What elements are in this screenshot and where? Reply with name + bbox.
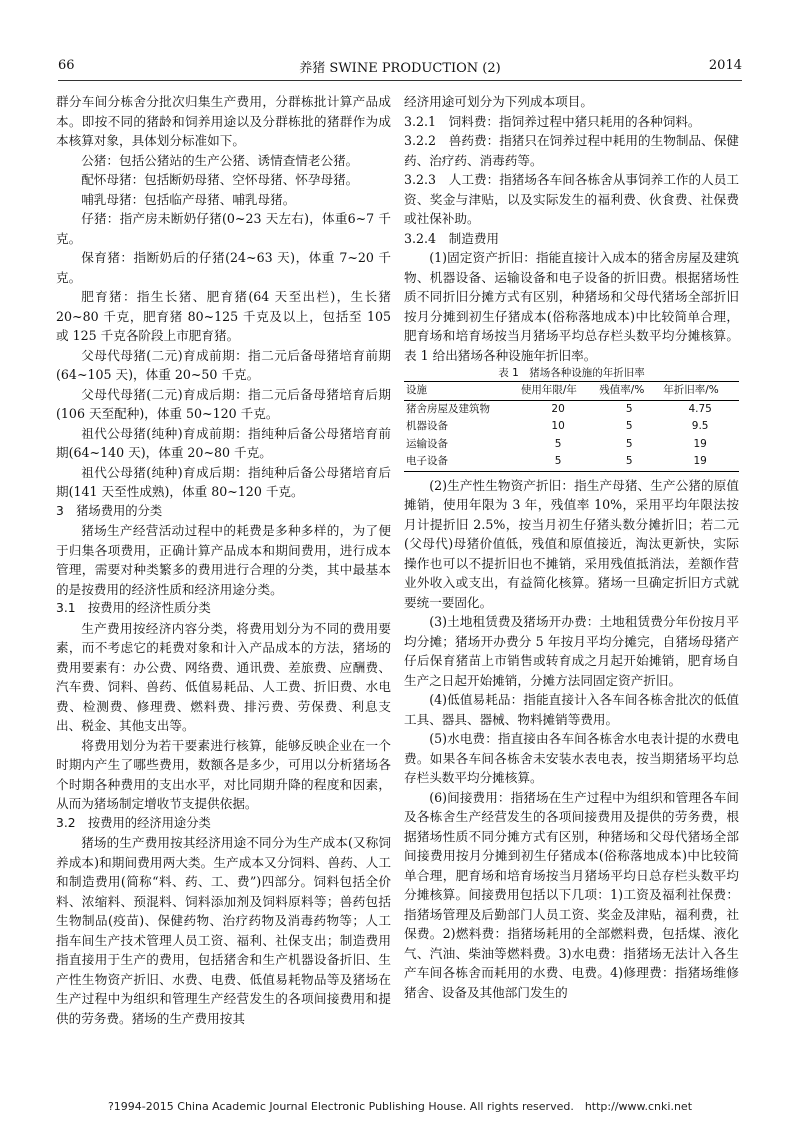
- table-cell: 5: [519, 453, 597, 471]
- paragraph: (4)低值易耗品：指能直接计入各车间各栋舍批次的低值工具、器具、器械、物料摊销等费用。: [404, 692, 739, 727]
- table-body: [404, 400, 739, 471]
- table-cell: 5: [625, 402, 633, 415]
- section-heading: 3.1 按费用的经济性质分类: [56, 601, 211, 615]
- copyright-footer: ?1994-2015 China Academic Journal Electronic Publishing House. All rights reserved. http://www.cnki.net: [107, 1100, 693, 1113]
- paragraph: 公猪：包括公猪站的生产公猪、诱情查情老公猪。: [81, 152, 359, 168]
- table-cell: 5: [554, 437, 562, 450]
- table-header-row: [404, 382, 739, 401]
- table-row: [404, 436, 739, 454]
- paragraph: 3.2.1 饲料费：指饲养过程中猪只耗用的各种饲料。: [404, 113, 701, 129]
- running-header: [58, 56, 742, 78]
- table-cell: 9.5: [691, 420, 709, 432]
- depreciation-table: [404, 381, 739, 472]
- table-cell: 运输设备: [406, 437, 448, 450]
- paragraph: 3.2.4 制造费用: [404, 230, 500, 246]
- paragraph: (6)间接费用：指猪场在生产过程中为组织和管理各车间及各栋舍生产经营发生的各项间接费用及提供的劳务费，根据猪场性质不同分摊方式有区别，种猪场和父母代猪场全部间接费用按月分摊到初生仔猪成本(俗称落地成本)中比较简单合理，肥育场和培育场按当月猪场平均日总存栏头数平均分摊核算。间接费用包括以下几项：1)工资及福利社保费：指猪场管理及后勤部门人员工资、奖金及津贴，福利费，社保费。2)燃料费：指猪场耗用的全部燃料费，包括煤、液化气、汽油、柴油等燃料费。3)水电费：指猪场无法计入各生产车间各栋舍而耗用的水费、电费。4)修理费：指猪场维修猪舍、设备及其他部门发生的: [404, 789, 739, 1000]
- table-header-cell: 残值率/%: [597, 382, 661, 401]
- section-heading: 3 猪场费用的分类: [56, 503, 163, 518]
- paragraph: 父母代母猪(二元)育成后期：指二元后备母猪培育后期(106 天至配种)，体重 50~120 千克。: [56, 386, 391, 421]
- paragraph: (3)土地租赁费及猪场开办费：土地租赁费分年份按月平均分摊；猪场开办费分 5 年按月平均分摊完，自猪场母猪产仔后保育猪苗上市销售或转育成之月起开始摊销，肥育场自生产之日起开始摊销，分摊方法同固定资产折旧。: [404, 614, 739, 688]
- paragraph: 配怀母猪：包括断奶母猪、空怀母猪、怀孕母猪。: [81, 172, 359, 187]
- paragraph: 3.2.2 兽药费：指猪只在饲养过程中耗用的生物制品、保健药、治疗药、消毒药等。: [404, 133, 739, 168]
- paragraph: 将费用划分为若干要素进行核算，能够反映企业在一个时期内产生了哪些费用，数额各是多少，可用以分析猪场各个时期各种费用的支出水平，对比同期升降的程度和因素，从而为猪场制定增收节支提供依据。: [56, 737, 391, 811]
- paragraph: 父母代母猪(二元)育成前期：指二元后备母猪培育前期(64~105 天)，体重 20~50 千克。: [56, 347, 391, 382]
- paragraph: 猪场的生产费用按其经济用途不同分为生产成本(又称饲养成本)和期间费用两大类。生产成本又分饲料、兽药、人工和制造费用(简称“料、药、工、费”)四部分。饲料包括全价料、浓缩料、预混料、饲料添加剂及饲料原料等；兽药包括生物制品(疫苗)、保健药物、治疗药物及消毒药物等；人工指车间生产技术管理人员工资、福利、社保支出；制造费用指直接用于生产的费用，包括猪舍和生产机器设备折旧、生产性生物资产折旧、水费、电费、低值易耗物品等及猪场在生产过程中为组织和管理生产经营发生的各项间接费用和提供的劳务费。猪场的生产费用按其: [56, 835, 391, 1026]
- table-cell: 20: [551, 402, 565, 415]
- table-cell: 电子设备: [404, 453, 519, 471]
- table-cell: 10: [551, 420, 565, 432]
- right-column: [404, 92, 739, 1002]
- table-cell: 机器设备: [406, 420, 448, 432]
- table-row: [404, 418, 739, 436]
- paragraph: 群分车间分栋舍分批次归集生产费用，分群栋批计算产品成本。即按不同的猪龄和饲养用途以及分群栋批的猪群作为成本核算对象，具体划分标准如下。: [56, 94, 391, 148]
- table-row: [404, 400, 739, 418]
- paragraph: (1)固定资产折旧：指能直接计入成本的猪舍房屋及建筑物、机器设备、运输设备和电子设备的折旧费。根据猪场性质不同折旧分摊方式有区别，种猪场和父母代猪场全部折旧按月分摊到初生仔猪成本(俗称落地成本)中比较简单合理，肥育场和培育场按当月猪场平均总存栏头数平均分摊核算。表 1 给出猪场各种设施年折旧率。: [404, 250, 739, 363]
- table-cell: 5: [625, 420, 633, 432]
- paragraph: 经济用途可划分为下列成本项目。: [404, 94, 593, 109]
- table-header-cell: 设施: [404, 382, 519, 401]
- paragraph: (2)生产性生物资产折旧：指生产母猪、生产公猪的原值摊销，使用年限为 3 年，残值率 10%，采用平均年限法按月计提折旧 2.5%，按当月初生仔猪头数分摊折旧；若二元(父母代)母猪价值低，残值和原值接近，淘汰更新快，实际操作也可以不提折旧也不摊销，采用残值抵消法，差额作营业外收入或支出，有益简化核算。猪场一旦确定折旧方式就要统一要固化。: [404, 477, 739, 610]
- table-cell: 19: [693, 437, 707, 450]
- page-number: 66: [58, 58, 75, 73]
- paragraph: 生产费用按经济内容分类，将费用划分为不同的费用要素，而不考虑它的耗费对象和计入产品成本的方法，猪场的费用要素有：办公费、网络费、通讯费、差旅费、应酬费、汽车费、饲料、兽药、低值易耗品、人工费、折旧费、水电费、检测费、修理费、燃料费、排污费、劳保费、利息支出、税金、其他支出等。: [56, 620, 391, 733]
- publication-year: 2014: [708, 58, 742, 73]
- paragraph: 3.2.3 人工费：指猪场各车间各栋舍从事饲养工作的人员工资、奖金与津贴，以及实际发生的福利费、伙食费、社保费或社保补助。: [404, 172, 739, 226]
- table-cell: 猪舍房屋及建筑物: [406, 402, 490, 415]
- table-cell: 5: [597, 453, 661, 471]
- table-cell: 4.75: [688, 402, 712, 415]
- table-cell: 19: [661, 453, 739, 471]
- paragraph: 仔猪：指产房未断奶仔猪(0~23 天左右)，体重6~7 千克。: [56, 211, 391, 246]
- table-header-cell: 年折旧率/%: [661, 382, 739, 401]
- paragraph: 祖代公母猪(纯种)育成后期：指纯种后备公母猪培育后期(141 天至性成熟)，体重 80~120 千克。: [56, 464, 391, 499]
- header-rule: [58, 80, 742, 81]
- paragraph: 祖代公母猪(纯种)育成前期：指纯种后备公母猪培育前期(64~140 天)，体重 20~80 千克。: [56, 425, 391, 460]
- left-column: [56, 92, 391, 1028]
- table-header-cell: 使用年限/年: [519, 382, 597, 401]
- table-row: [404, 453, 739, 471]
- paragraph: 猪场生产经营活动过程中的耗费是多种多样的，为了便于归集各项费用，正确计算产品成本和期间费用，进行成本管理，需要对种类繁多的费用进行合理的分类，其中最基本的是按费用的经济性质和经济用途分类。: [56, 523, 391, 597]
- paragraph: 保育猪：指断奶后的仔猪(24~63 天)，体重 7~20 千克。: [56, 250, 391, 285]
- table-cell: 5: [625, 437, 633, 450]
- right-column-top: [404, 92, 739, 365]
- section-heading: 3.2 按费用的经济用途分类: [56, 815, 211, 830]
- right-column-bottom: [404, 476, 739, 1003]
- paragraph: 哺乳母猪：包括临产母猪、哺乳母猪。: [81, 191, 296, 207]
- paragraph: (5)水电费：指直接由各车间各栋舍水电表计提的水费电费。如果各车间各栋舍未安装水表电表，按当期猪场平均总存栏头数平均分摊核算。: [404, 731, 739, 785]
- paragraph: 肥育猪：指生长猪、肥育猪(64 天至出栏)，生长猪 20~80 千克，肥育猪 80~125 千克及以上，包括至 105 或 125 千克各阶段上市肥育猪。: [56, 289, 391, 343]
- table-caption: 表 1 猪场各种设施的年折旧率: [498, 367, 645, 379]
- journal-title: 养猪 SWINE PRODUCTION (2): [299, 61, 501, 76]
